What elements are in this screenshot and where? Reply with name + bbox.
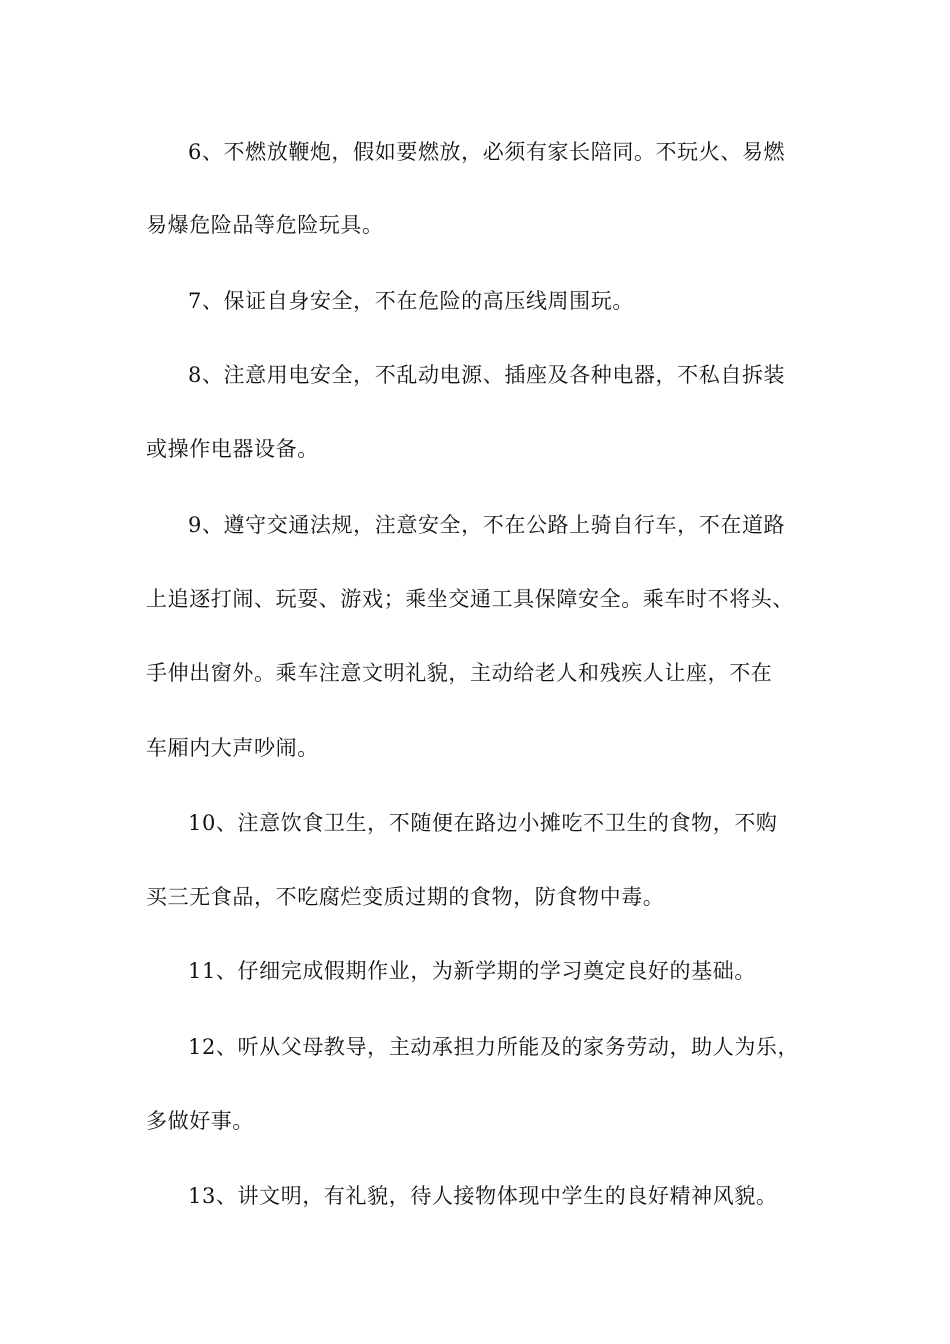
text-line: 8、注意用电安全，不乱动电源、插座及各种电器，不私自拆装 [188, 363, 786, 387]
text-line: 易爆危险品等危险玩具。 [146, 213, 384, 237]
text-line: 13、讲文明，有礼貌，待人接物体现中学生的良好精神风貌。 [188, 1184, 778, 1208]
text-line: 手伸出窗外。乘车注意文明礼貌，主动给老人和残疾人让座，不在 [146, 661, 773, 685]
text-line: 多做好事。 [146, 1109, 254, 1133]
text-line: 6、不燃放鞭炮，假如要燃放，必须有家长陪同。不玩火、易燃 [188, 140, 786, 164]
text-line: 车厢内大声吵闹。 [146, 736, 319, 760]
text-line: 11、仔细完成假期作业，为新学期的学习奠定良好的基础。 [188, 959, 756, 983]
text-line: 或操作电器设备。 [146, 437, 319, 461]
text-line: 10、注意饮食卫生，不随便在路边小摊吃不卫生的食物，不购 [188, 811, 778, 835]
text-line: 7、保证自身安全，不在危险的高压线周围玩。 [188, 289, 634, 313]
text-line: 9、遵守交通法规，注意安全，不在公路上骑自行车，不在道路 [188, 513, 786, 537]
text-line: 上追逐打闹、玩耍、游戏；乘坐交通工具保障安全。乘车时不将头、 [146, 587, 794, 611]
text-line: 12、听从父母教导，主动承担力所能及的家务劳动，助人为乐， [188, 1035, 800, 1059]
text-line: 买三无食品，不吃腐烂变质过期的食物，防食物中毒。 [146, 885, 665, 909]
